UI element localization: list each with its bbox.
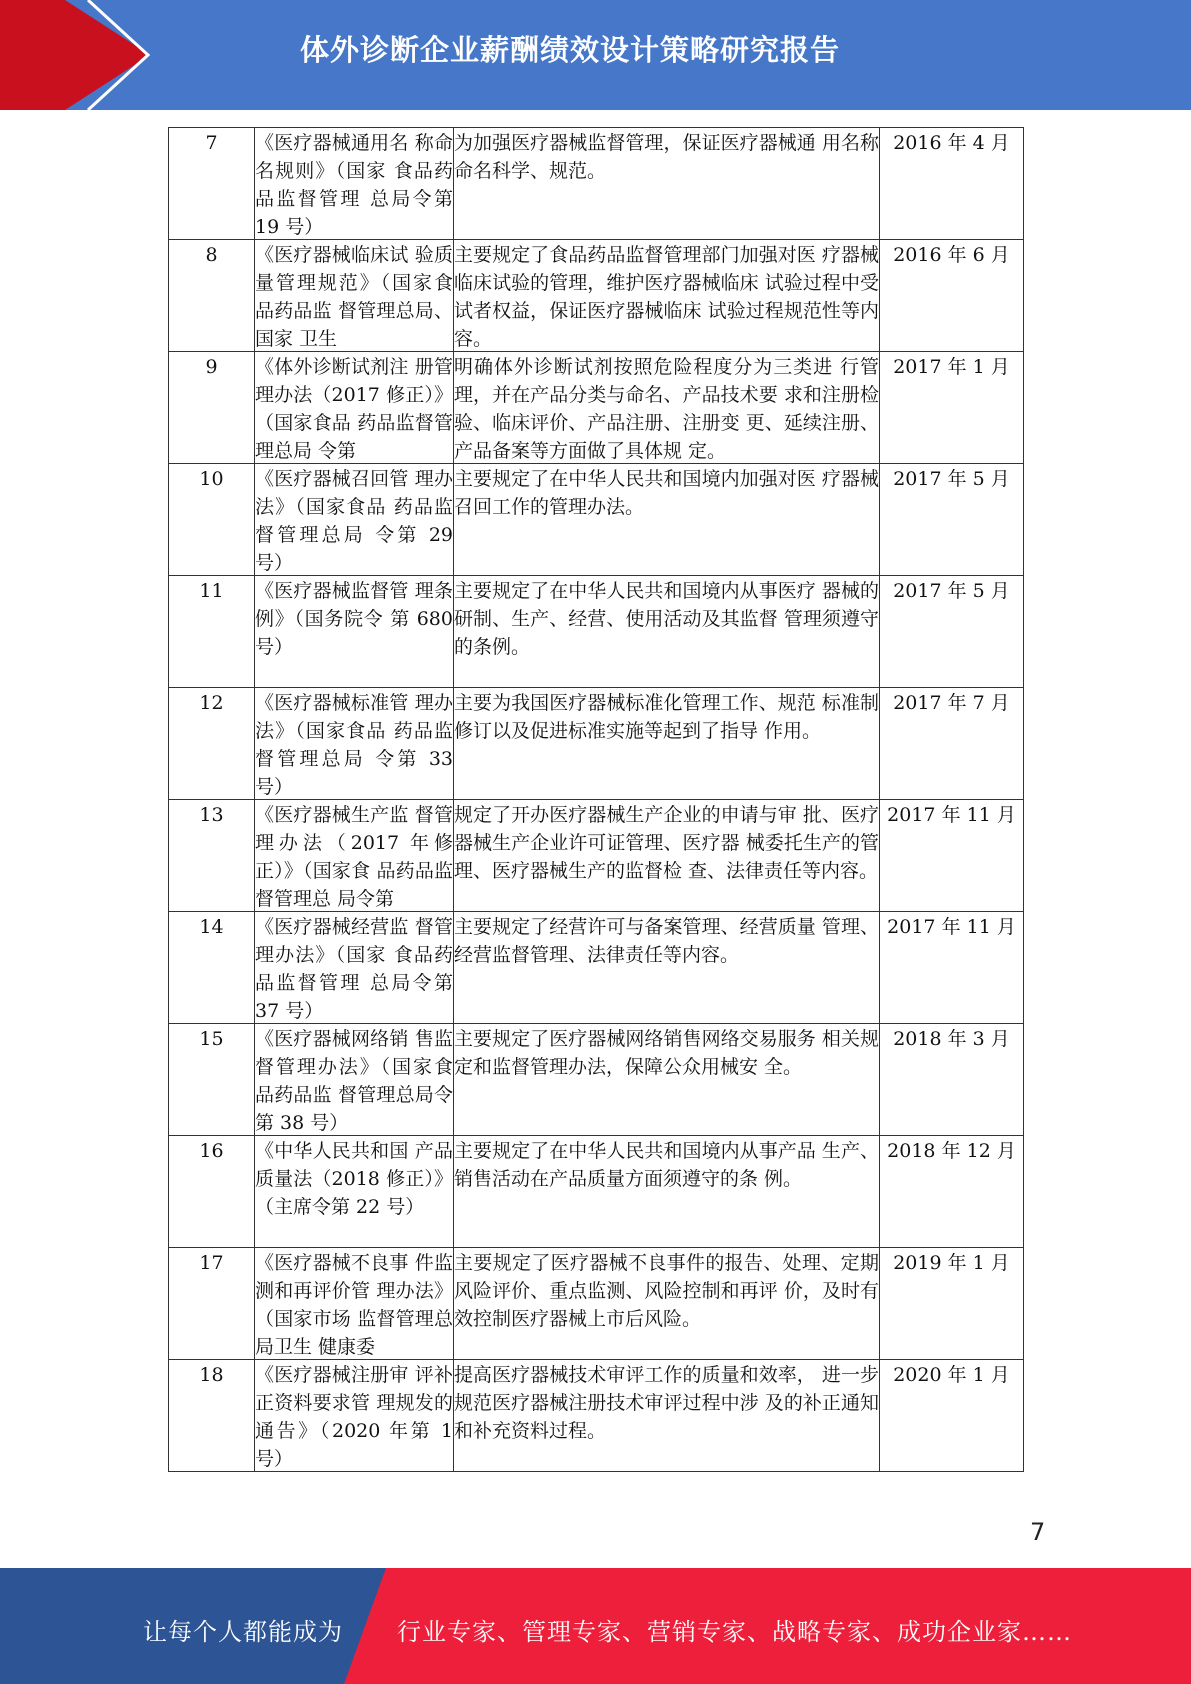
row-number-cell (169, 912, 255, 1024)
regulation-description-cell (454, 1136, 880, 1248)
regulation-date: 2017 年 5 月 (893, 468, 1010, 490)
regulation-date: 2020 年 1 月 (893, 1364, 1010, 1386)
regulation-date: 2016 年 4 月 (893, 132, 1010, 154)
table-row (169, 912, 1024, 1024)
regulation-date-cell (880, 240, 1024, 352)
page-footer (0, 1568, 1191, 1684)
regulation-date-cell (880, 128, 1024, 240)
regulation-description-cell (454, 800, 880, 912)
row-number: 16 (199, 1140, 224, 1162)
regulation-date: 2017 年 5 月 (893, 580, 1010, 602)
regulation-date: 2017 年 11 月 (887, 804, 1016, 826)
regulation-name: 《医疗器械监督管 理条例》（国务院令 第 680 号） (255, 580, 453, 658)
regulation-name: 《医疗器械临床试 验质量管理规范》（国家食品药品监 督管理总局、国家 卫生 (255, 244, 453, 350)
row-number: 13 (199, 804, 224, 826)
regulation-description: 主要规定了在中华人民共和国境内从事医疗 器械的研制、生产、经营、使用活动及其监督 管理须遵守的条例。 (454, 580, 879, 658)
table-row (169, 1136, 1024, 1248)
regulation-description: 主要规定了在中华人民共和国境内从事产品 生产、销售活动在产品质量方面须遵守的条 例。 (454, 1140, 879, 1190)
regulation-date-cell (880, 1360, 1024, 1472)
regulation-name: 《医疗器械注册审 评补正资料要求管 理规发的通告》（2020 年第 1 号） (255, 1364, 453, 1470)
row-number-cell (169, 1360, 255, 1472)
regulation-name-cell (255, 128, 454, 240)
regulation-name-cell (255, 352, 454, 464)
regulation-description: 主要为我国医疗器械标准化管理工作、规范 标准制修订以及促进标准实施等起到了指导 作用。 (454, 692, 879, 742)
regulation-description: 为加强医疗器械监督管理，保证医疗器械通 用名称命名科学、规范。 (454, 132, 879, 182)
regulation-description: 主要规定了医疗器械不良事件的报告、处理、定期风险评价、重点监测、风险控制和再评 价，及时有效控制医疗器械上市后风险。 (454, 1252, 879, 1330)
regulation-description: 主要规定了食品药品监督管理部门加强对医 疗器械临床试验的管理，维护医疗器械临床 试验过程中受试者权益，保证医疗器械临床 试验过程规范性等内容。 (454, 244, 879, 350)
regulation-name: 《中华人民共和国 产品质量法（2018 修正）》（主席令第 22 号） (255, 1140, 453, 1218)
regulation-description-cell (454, 576, 880, 688)
row-number: 10 (199, 468, 224, 490)
regulation-description-cell (454, 128, 880, 240)
row-number-cell (169, 128, 255, 240)
regulation-description: 规定了开办医疗器械生产企业的申请与审 批、医疗器械生产企业许可证管理、医疗器 械委托生产的管理、医疗器械生产的监督检 查、法律责任等内容。 (454, 804, 879, 882)
regulation-name-cell (255, 1360, 454, 1472)
row-number: 18 (199, 1364, 224, 1386)
regulation-name-cell (255, 1136, 454, 1248)
regulation-description-cell (454, 352, 880, 464)
page-header (0, 0, 1191, 110)
regulation-date: 2017 年 11 月 (887, 916, 1016, 938)
row-number-cell (169, 576, 255, 688)
row-number-cell (169, 240, 255, 352)
table-row (169, 1360, 1024, 1472)
table-row (169, 240, 1024, 352)
regulation-date-cell (880, 688, 1024, 800)
regulation-date: 2019 年 1 月 (893, 1252, 1010, 1274)
regulation-date-cell (880, 1024, 1024, 1136)
regulation-date-cell (880, 1248, 1024, 1360)
regulation-name-cell (255, 912, 454, 1024)
row-number-cell (169, 688, 255, 800)
regulation-date-cell (880, 912, 1024, 1024)
footer-slogan-right: 行业专家、管理专家、营销专家、战略专家、成功企业家…… (397, 1618, 1072, 1646)
regulation-description: 提高医疗器械技术审评工作的质量和效率， 进一步规范医疗器械注册技术审评过程中涉 及的补正通知和补充资料过程。 (454, 1364, 879, 1442)
regulation-name: 《医疗器械通用名 称命名规则》（国家 食品药品监督管理 总局令第 19 号） (255, 132, 453, 238)
row-number-cell (169, 1136, 255, 1248)
regulation-name: 《医疗器械标准管 理办法》（国家食品 药品监督管理总局 令第 33 号） (255, 692, 453, 798)
regulations-table (168, 127, 1024, 1472)
regulation-date-cell (880, 1136, 1024, 1248)
regulation-name: 《医疗器械不良事 件监测和再评价管 理办法》（国家市场 监督管理总局卫生 健康委 (255, 1252, 453, 1358)
row-number: 11 (199, 580, 224, 602)
regulation-description-cell (454, 1248, 880, 1360)
table-row (169, 576, 1024, 688)
row-number-cell (169, 1024, 255, 1136)
regulation-name: 《医疗器械网络销 售监督管理办法》（国家食品药品监 督管理总局令第 38 号） (255, 1028, 453, 1134)
regulation-name-cell (255, 800, 454, 912)
regulation-name: 《医疗器械召回管 理办法》（国家食品 药品监督管理总局 令第 29 号） (255, 468, 453, 574)
regulation-description-cell (454, 1360, 880, 1472)
row-number-cell (169, 800, 255, 912)
regulation-name: 《医疗器械生产监 督管理办法（2017 年修正）》（国家食 品药品监督管理总 局令第 (255, 804, 453, 910)
row-number-cell (169, 464, 255, 576)
row-number: 8 (205, 244, 218, 266)
regulation-description: 主要规定了在中华人民共和国境内加强对医 疗器械召回工作的管理办法。 (454, 468, 879, 518)
row-number: 7 (205, 132, 218, 154)
regulations-table-body (169, 128, 1024, 1472)
footer-slogan-left: 让每个人都能成为 (143, 1618, 343, 1646)
regulation-description-cell (454, 1024, 880, 1136)
regulation-name-cell (255, 576, 454, 688)
regulation-description: 主要规定了经营许可与备案管理、经营质量 管理、经营监督管理、法律责任等内容。 (454, 916, 879, 966)
regulation-description-cell (454, 688, 880, 800)
row-number: 12 (199, 692, 224, 714)
regulation-name: 《体外诊断试剂注 册管理办法（2017 修正）》（国家食品 药品监督管理总局 令第 (255, 356, 453, 462)
regulation-name: 《医疗器械经营监 督管理办法》（国家 食品药品监督管理 总局令第 37 号） (255, 916, 453, 1022)
table-row (169, 464, 1024, 576)
table-row (169, 688, 1024, 800)
table-row (169, 128, 1024, 240)
regulation-date: 2017 年 7 月 (893, 692, 1010, 714)
regulation-name-cell (255, 1248, 454, 1360)
table-row (169, 800, 1024, 912)
row-number: 9 (205, 356, 218, 378)
regulation-date: 2016 年 6 月 (893, 244, 1010, 266)
regulation-description-cell (454, 912, 880, 1024)
table-row (169, 1248, 1024, 1360)
regulation-description: 明确体外诊断试剂按照危险程度分为三类进 行管理，并在产品分类与命名、产品技术要 求和注册检验、临床评价、产品注册、注册变 更、延续注册、产品备案等方面做了具体规 定。 (454, 356, 879, 462)
regulation-date-cell (880, 464, 1024, 576)
regulation-description-cell (454, 240, 880, 352)
row-number: 14 (199, 916, 224, 938)
regulation-name-cell (255, 688, 454, 800)
row-number-cell (169, 1248, 255, 1360)
row-number: 15 (199, 1028, 224, 1050)
regulation-date-cell (880, 800, 1024, 912)
regulation-date-cell (880, 576, 1024, 688)
regulation-date: 2017 年 1 月 (893, 356, 1010, 378)
table-row (169, 352, 1024, 464)
table-row (169, 1024, 1024, 1136)
regulation-description-cell (454, 464, 880, 576)
regulation-name-cell (255, 464, 454, 576)
regulation-date: 2018 年 3 月 (893, 1028, 1010, 1050)
header-title: 体外诊断企业薪酬绩效设计策略研究报告 (300, 33, 841, 67)
row-number-cell (169, 352, 255, 464)
regulation-name-cell (255, 240, 454, 352)
row-number: 17 (199, 1252, 224, 1274)
regulation-description: 主要规定了医疗器械网络销售网络交易服务 相关规定和监督管理办法，保障公众用械安 全。 (454, 1028, 879, 1078)
regulation-date-cell (880, 352, 1024, 464)
page-number: 7 (1030, 1518, 1046, 1546)
regulation-name-cell (255, 1024, 454, 1136)
regulation-date: 2018 年 12 月 (887, 1140, 1016, 1162)
